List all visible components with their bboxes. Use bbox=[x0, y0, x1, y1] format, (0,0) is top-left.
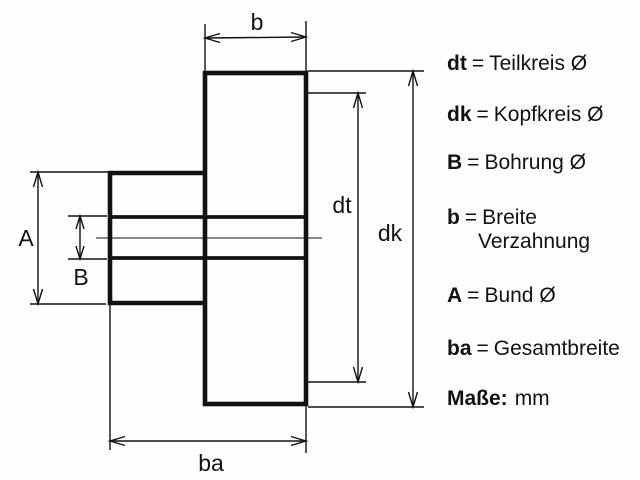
legend-separator: = bbox=[476, 103, 489, 126]
legend-item-b bbox=[447, 206, 537, 230]
legend-item-dk bbox=[447, 103, 604, 127]
legend-def-A: Bund Ø bbox=[484, 284, 556, 307]
label-B: B bbox=[73, 264, 89, 290]
legend-def-b-line2: Verzahnung bbox=[478, 230, 591, 253]
legend-def-b: Breite bbox=[482, 206, 537, 229]
legend-item-b-line2 bbox=[478, 230, 590, 254]
legend-item-B bbox=[447, 151, 586, 175]
label-A: A bbox=[18, 225, 34, 251]
label-ba: ba bbox=[198, 450, 224, 476]
label-dt: dt bbox=[332, 192, 352, 218]
legend-term-dk: dk bbox=[447, 103, 472, 126]
legend-def-dt: Teilkreis Ø bbox=[489, 52, 588, 75]
dim-b-line bbox=[205, 37, 306, 38]
legend-units bbox=[447, 387, 550, 411]
legend-separator: = bbox=[467, 284, 480, 307]
legend-units-value: mm bbox=[514, 387, 550, 410]
legend-term-b: b bbox=[447, 206, 460, 229]
legend-term-ba: ba bbox=[447, 337, 472, 360]
legend-separator: = bbox=[471, 52, 485, 75]
legend-term-B: B bbox=[447, 151, 463, 174]
legend-separator: = bbox=[464, 206, 478, 229]
legend-term-A: A bbox=[447, 284, 463, 307]
legend-term-dt: dt bbox=[447, 52, 467, 75]
legend-units-label: Maße: bbox=[447, 387, 508, 410]
label-dk: dk bbox=[377, 220, 403, 246]
dimension-dk bbox=[308, 71, 424, 407]
legend-separator: = bbox=[476, 337, 489, 360]
legend-def-ba: Gesamtbreite bbox=[493, 337, 620, 360]
legend-item-A bbox=[447, 284, 556, 308]
legend-def-B: Bohrung Ø bbox=[484, 151, 587, 174]
legend-separator: = bbox=[467, 151, 480, 174]
legend-def-dk: Kopfkreis Ø bbox=[493, 103, 604, 126]
legend-item-ba bbox=[447, 337, 620, 361]
legend-item-dt bbox=[447, 52, 587, 76]
label-b: b bbox=[250, 9, 264, 35]
